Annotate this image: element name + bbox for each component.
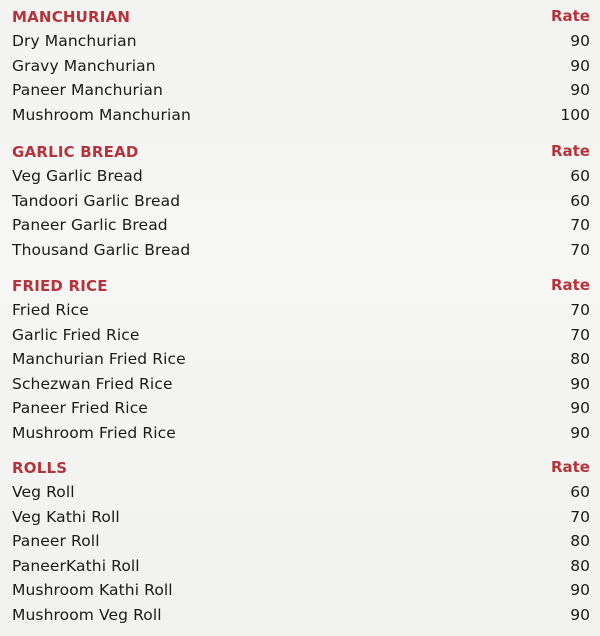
item-name: Mushroom Veg Roll	[12, 605, 162, 624]
item-name: Paneer Fried Rice	[12, 399, 148, 417]
item-price: 70	[570, 507, 590, 526]
item-name: Garlic Fried Rice	[12, 325, 140, 344]
section-title: FRIED RICE	[12, 277, 108, 295]
menu-item	[0, 397, 600, 422]
menu-item	[0, 239, 600, 264]
menu-item	[0, 30, 600, 55]
item-name: Mushroom Fried Rice	[12, 423, 176, 442]
item-name: Mushroom Kathi Roll	[12, 581, 173, 599]
item-price: 90	[570, 581, 590, 599]
item-price: 60	[570, 483, 590, 501]
item-price: 80	[570, 556, 590, 575]
item-price: 90	[570, 374, 590, 393]
menu-item	[0, 530, 600, 555]
section-header	[0, 455, 600, 481]
menu-item	[0, 165, 600, 190]
item-price: 80	[570, 532, 590, 550]
item-price: 60	[570, 167, 590, 185]
menu-item	[0, 79, 600, 104]
menu-item	[0, 104, 600, 129]
menu-item	[0, 555, 600, 580]
item-name: Paneer Roll	[12, 532, 100, 550]
item-price: 100	[560, 105, 590, 124]
menu-section-rolls	[0, 455, 600, 628]
menu-item	[0, 604, 600, 629]
item-name: Thousand Garlic Bread	[12, 240, 191, 259]
rate-column-label: Rate	[550, 7, 590, 25]
section-header	[0, 4, 600, 30]
section-header	[0, 139, 600, 165]
item-price: 90	[570, 32, 590, 50]
menu-item	[0, 324, 600, 349]
menu-section-manchurian	[0, 4, 600, 128]
item-price: 80	[570, 350, 590, 368]
item-name: PaneerKathi Roll	[12, 556, 140, 575]
item-name: Veg Garlic Bread	[12, 167, 143, 185]
menu-item	[0, 214, 600, 239]
item-price: 70	[570, 216, 590, 234]
rate-column-label: Rate	[550, 276, 590, 294]
item-price: 70	[570, 301, 590, 319]
section-title: GARLIC BREAD	[12, 143, 139, 161]
item-name: Veg Roll	[12, 483, 75, 501]
rate-column-label: Rate	[550, 142, 590, 160]
menu-item	[0, 422, 600, 447]
menu-item	[0, 373, 600, 398]
item-name: Fried Rice	[12, 301, 89, 319]
menu-item	[0, 299, 600, 324]
menu-item	[0, 579, 600, 604]
item-name: Mushroom Manchurian	[12, 105, 191, 124]
section-header	[0, 273, 600, 299]
menu-item	[0, 55, 600, 80]
menu-section-fried-rice	[0, 273, 600, 446]
item-name: Paneer Garlic Bread	[12, 216, 168, 234]
menu-item	[0, 506, 600, 531]
menu-section-garlic-bread	[0, 139, 600, 263]
item-price: 90	[570, 56, 590, 75]
item-price: 90	[570, 423, 590, 442]
item-name: Tandoori Garlic Bread	[12, 191, 181, 210]
menu-item	[0, 481, 600, 506]
item-name: Paneer Manchurian	[12, 81, 163, 99]
section-title: MANCHURIAN	[12, 8, 131, 26]
item-name: Veg Kathi Roll	[12, 507, 120, 526]
item-name: Gravy Manchurian	[12, 56, 156, 75]
item-name: Dry Manchurian	[12, 32, 137, 50]
item-price: 60	[570, 191, 590, 210]
menu-item	[0, 190, 600, 215]
menu-item	[0, 348, 600, 373]
item-name: Manchurian Fried Rice	[12, 350, 186, 368]
item-price: 90	[570, 399, 590, 417]
item-price: 70	[570, 325, 590, 344]
item-price: 90	[570, 605, 590, 624]
item-price: 70	[570, 240, 590, 259]
section-title: ROLLS	[12, 459, 68, 477]
item-name: Schezwan Fried Rice	[12, 374, 173, 393]
item-price: 90	[570, 81, 590, 99]
rate-column-label: Rate	[550, 458, 590, 476]
